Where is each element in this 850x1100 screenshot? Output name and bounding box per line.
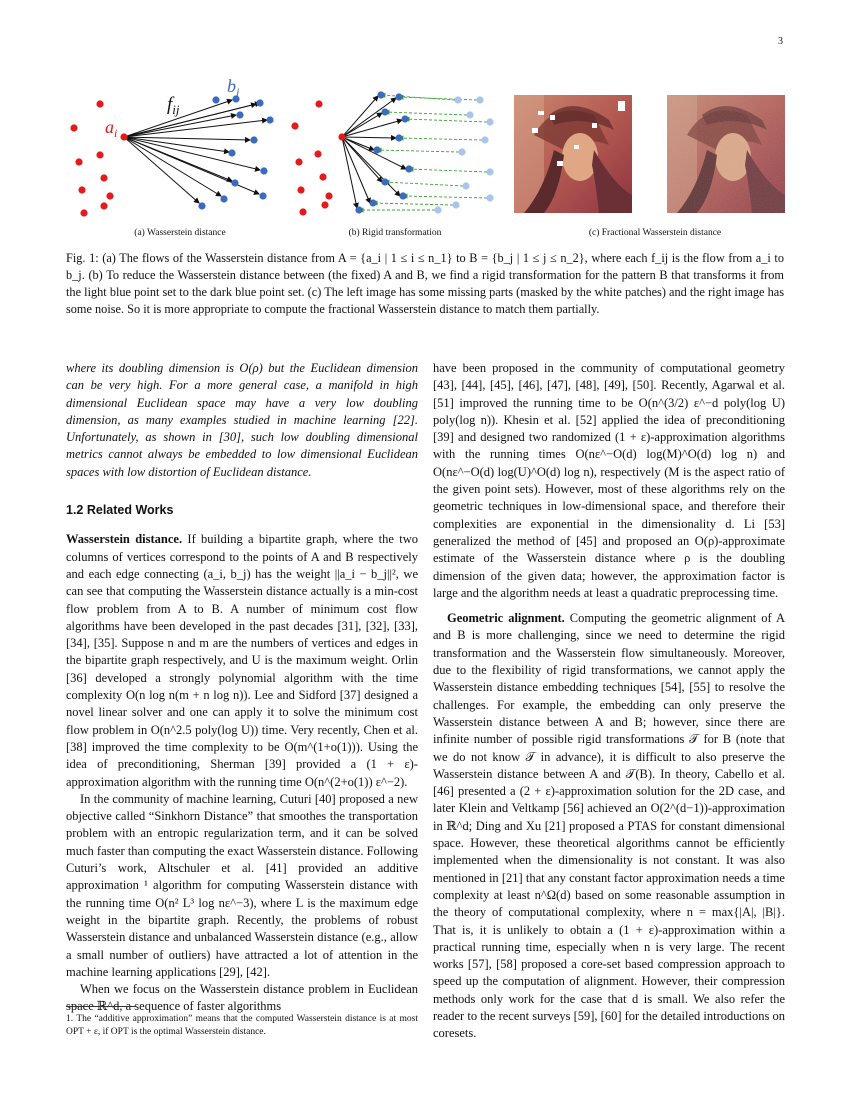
- computational-geometry-paragraph: have been proposed in the community of computational geometry [43], [44], [45], [46], [47], [48], [49], [50]. Recently, Agarwal et al. [51] improved the running time to be O(n^(3/2) ε^−d poly(log U) poly(log n)). Khesin et al. [52] applied the idea of preconditioning [39] and designed two randomized (1 + ε)-approximation algorithms with the running times O(nε^−O(d) log(M)^O(d) log n) and O(nε^−O(d) log(U)^O(d) log n), respectively (M is the aspect ratio of the given point sets). However, most of these algorithms rely on the geometric techniques in low-dimensional space, and therefore their complexities are exponential in the dimensionality d. Li [53] generalized the method of [45] and proposed an O(ρ)-approximate estimate of the Wasserstein distance where ρ is the doubling dimension of the given data; however, the approximation factor is large and the algorithm needs at least a quadratic preprocessing time.: [433, 361, 785, 600]
- euclidean-paragraph: When we focus on the Wasserstein distance problem in Euclidean space ℝ^d, a sequence of faster algorithms: [66, 982, 418, 1014]
- geometric-alignment-paragraph: [433, 610, 785, 1042]
- figure-rigid-transformation: [287, 70, 502, 230]
- label-bj: $b_j$: [227, 76, 240, 99]
- paragraph-body: Computing the geometric alignment of A and B is more challenging, since we need to determine the rigid transformation and the Wasserstein flow simultaneously. Moreover, due to the flexibility of rigid transformations, we cannot apply the Wasserstein distance embedding techniques [54], [55] to resolve the challenges. For example, the embedding can only preserve the Wasserstein distance between A and B; however, since there are infinite number of possible rigid transformations 𝒯 for B (note that we do not know 𝒯 in advance), it is difficult to also preserve the Wasserstein distance between A and 𝒯(B). In theory, Cabello et al. [46] presented a (2 + ε)-approximation solution for the 2D case, and later Klein and Veltkamp [56] achieved an O(2^(d−1))-approximation in ℝ^d; Ding and Xu [21] proposed a PTAS for constant dimensional space. However, these theoretical algorithms cannot be efficiently implemented when the dimensionality is not constant. It was also mentioned in [21] that any constant factor approximation needs a time complexity at least n^Ω(d) based on some reasonable assumption in the theory of computational complexity, where n = max{|A|, |B|}. That is, it is unlikely to obtain a (1 + ε)-approximation within a practical running time, especially when n is very large. The recent works [57], [58] proposed a core-set based compression approach to speed up the computation of alignment. However, their compression methods only work for the case that d is small. We also refer the reader to the recent surveys [59], [60] for the detailed introductions on coresets.: [433, 611, 785, 1041]
- paragraph-heading: Geometric alignment.: [447, 611, 565, 626]
- left-column: [66, 360, 418, 1016]
- footnote: 1. The “additive approximation” means that the computed Wasserstein distance is at most OPT + ε, if OPT is the optimal Wasserstein distance.: [66, 1014, 418, 1037]
- flow-arrows: [124, 100, 267, 203]
- figure-image-with-missing-parts: [514, 95, 632, 213]
- paragraph-body: If building a bipartite graph, where the two columns of vertices correspond to the points of A and B respectively and each edge connecting (a_i, b_j) has the weight ||a_i − b_j||², we can see that computing the Wasserstein distance actually is a min-cost flow problem from A to B. A number of minimum cost flow algorithms have been developed in the past decades [31], [32], [33], [34], [35]. Suppose n and m are the numbers of vertices and edges in the bipartite graph respectively, and U is the maximum weight. Orlin [36] developed a strongly polynomial algorithm with the time complexity O(n log n(m + n log n)). Lee and Sidford [37] designed a novel linear solver and one can apply it to solve the minimum cost flow problem in O(n^2.5 poly(log U)) time. Very recently, Chen et al. [38] improved the time complexity to be O(m^(1+o(1))). Using the idea of preconditioning, Sherman [39] provided a (1 + ε)-approximation algorithm with the running time O(n^(2+o(1)) ε^−2).: [66, 532, 418, 789]
- subcaption-b: (b) Rigid transformation: [348, 228, 442, 238]
- wasserstein-paragraph: [66, 531, 418, 790]
- cuturi-paragraph: In the community of machine learning, Cuturi [40] proposed a new objective called “Sinkhorn Distance” that smoothes the transportation problem with an entropic regularization term, and it can be solved much faster than computing the exact Wasserstein distance. Following Cuturi’s work, Altschuler et al. [41] provided an additive approximation ¹ algorithm for computing Wasserstein distance with the running time O(n² L³ log nε^−3), where L is the maximum edge weight in the bipartite graph. Recently, the problems of robust Wasserstein distance and unbalanced Wasserstein distance (e.g., allow a small number of outliers) have attracted a lot of attention in the machine learning applications [29], [42].: [66, 791, 418, 979]
- right-column: [433, 360, 785, 1043]
- page-number: 3: [778, 36, 783, 47]
- section-title: 1.2 Related Works: [66, 503, 174, 518]
- paragraph-heading: Wasserstein distance.: [66, 532, 183, 547]
- mask-patch: [574, 145, 579, 149]
- mask-patch: [592, 123, 597, 128]
- point-set-b: [198, 95, 273, 209]
- intro-paragraph: where its doubling dimension is O(ρ) but the Euclidean dimension can be very high. For a more general case, a manifold in high dimensional Euclidean space may have a very low doubling dimension, as many examples studied in machine learning [22]. Unfortunately, as shown in [30], such low doubling dimensional metrics cannot always be embedded to low dimensional Euclidean spaces with low distortion of Euclidean distance.: [66, 361, 418, 479]
- point-set-a: [291, 100, 345, 215]
- mask-patch: [550, 115, 555, 120]
- light-blue-point-set: [434, 96, 493, 213]
- label-ai: $a_i$: [105, 117, 118, 140]
- subcaption-a: (a) Wasserstein distance: [134, 228, 226, 238]
- mask-patch: [532, 128, 538, 133]
- figure-wasserstein-distance: [60, 70, 290, 230]
- mask-patch: [538, 111, 544, 115]
- point-set-a: [70, 100, 127, 216]
- mask-patch: [618, 101, 625, 111]
- figure-noisy-image: [667, 95, 785, 213]
- dark-blue-point-set: [355, 91, 412, 213]
- subcaption-c: (c) Fractional Wasserstein distance: [588, 228, 722, 238]
- figure-caption: Fig. 1: (a) The flows of the Wasserstein distance from A = {a_i | 1 ≤ i ≤ n_1} to B = {b_j | 1 ≤ j ≤ n_2}, where each f_ij is the flow from a_i to b_j. (b) To reduce the Wasserstein distance between (the fixed) A and B, we find a rigid transformation for the pattern B that transforms it from the light blue point set to the dark blue point set. (c) The left image has some missing parts (masked by the white patches) and the right image has some noise. So it is more appropriate to compute the fractional Wasserstein distance to match them partially.: [66, 251, 784, 316]
- mask-patch: [557, 161, 563, 166]
- footnote-rule: [66, 1006, 136, 1007]
- label-fij: $f_{ij}$: [167, 94, 180, 117]
